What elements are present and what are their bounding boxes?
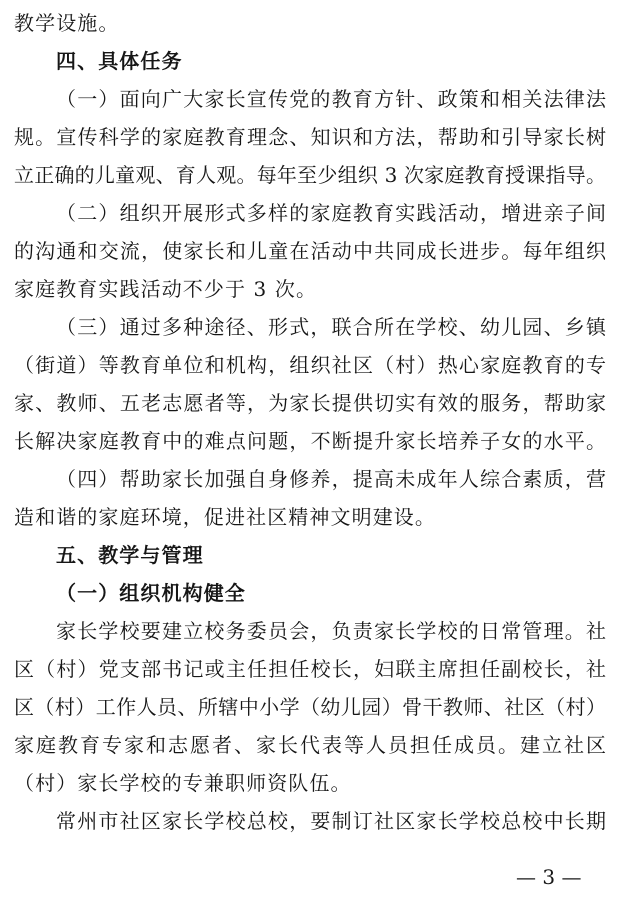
section-heading: 四、具体任务: [56, 49, 183, 73]
document-page: [14, 4, 606, 840]
text-line: 家长学校要建立校务委员会，负责家长学校的日常管理。社: [56, 619, 606, 643]
text-line: 家庭教育实践活动不少于 3 次。: [14, 277, 318, 301]
task-item-1: [14, 80, 606, 194]
section-4: [14, 42, 606, 536]
text-line: 区（村）工作人员、所辖中小学（幼儿园）骨干教师、社区（村）: [14, 695, 606, 719]
task-item-4: [14, 460, 606, 536]
text-line: （二）组织开展形式多样的家庭教育实践活动，增进亲子间: [56, 201, 606, 225]
text-line: 的沟通和交流，使家长和儿童在活动中共同成长进步。每年组织: [14, 239, 606, 263]
text-line: 区（村）党支部书记或主任担任校长，妇联主席担任副校长，社: [14, 657, 606, 681]
text-line: 立正确的儿童观、育人观。每年至少组织 3 次家庭教育授课指导。: [14, 163, 606, 187]
text-line: （四）帮助家长加强自身修养，提高未成年人综合素质，营: [56, 467, 606, 491]
text-line: 家庭教育专家和志愿者、家长代表等人员担任成员。建立社区: [14, 733, 606, 757]
text-line: （三）通过多种途径、形式，联合所在学校、幼儿园、乡镇: [56, 315, 606, 339]
text-line: 长解决家庭教育中的难点问题，不断提升家长培养子女的水平。: [14, 429, 606, 453]
text-line: （街道）等教育单位和机构，组织社区（村）热心家庭教育的专: [14, 353, 606, 377]
text-line: 家、教师、五老志愿者等，为家长提供切实有效的服务，帮助家: [14, 391, 606, 415]
changzhou-paragraph: [14, 802, 606, 840]
page-number: — 3 —: [516, 865, 582, 889]
task-item-3: [14, 308, 606, 460]
subsection-heading: （一）组织机构健全: [56, 581, 246, 605]
section-heading: 五、教学与管理: [56, 543, 204, 567]
task-item-2: [14, 194, 606, 308]
text-line: 造和谐的家庭环境，促进社区精神文明建设。: [14, 505, 436, 529]
text-line: 规。宣传科学的家庭教育理念、知识和方法，帮助和引导家长树: [14, 125, 606, 149]
text-line: （村）家长学校的专兼职师资队伍。: [14, 771, 352, 795]
section-5: [14, 536, 606, 840]
text-line: 教学设施。: [14, 11, 120, 35]
continuation-paragraph: [14, 4, 606, 42]
text-line: （一）面向广大家长宣传党的教育方针、政策和相关法律法: [56, 87, 606, 111]
text-line: 常州市社区家长学校总校，要制订社区家长学校总校中长期: [56, 809, 606, 833]
organization-paragraph: [14, 612, 606, 802]
